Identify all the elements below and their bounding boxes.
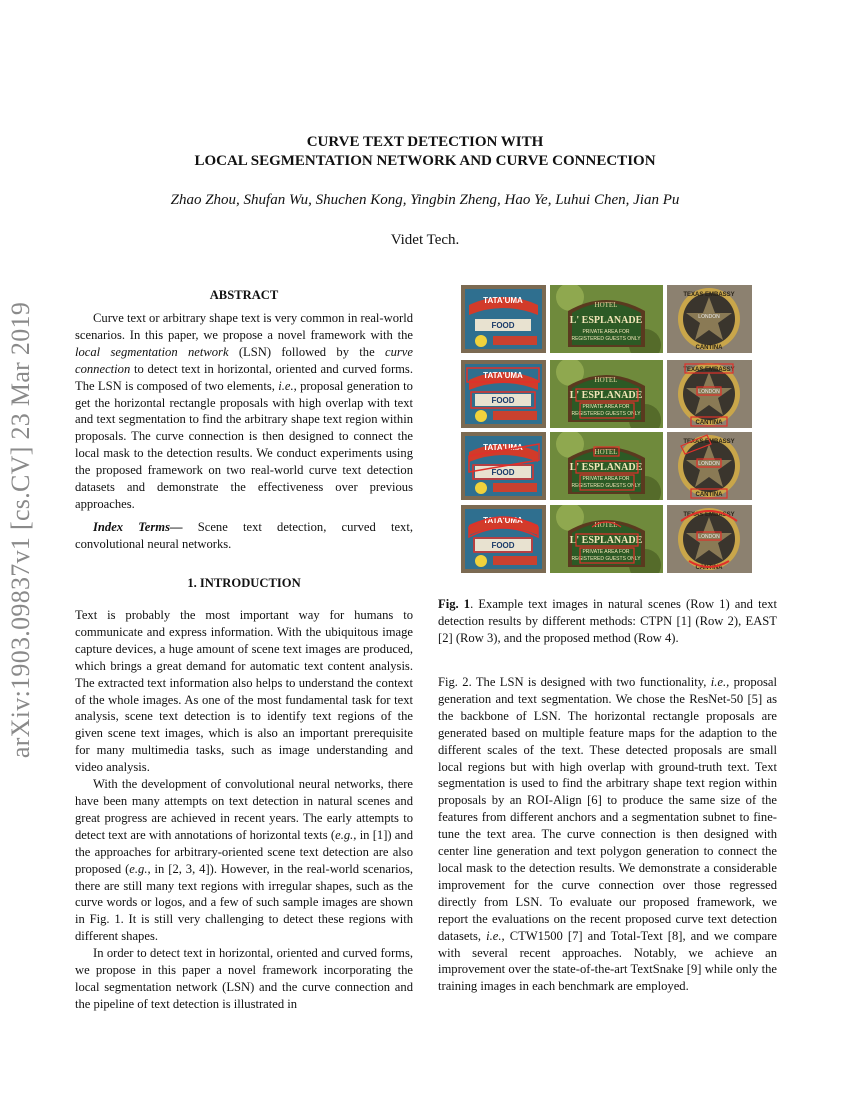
figure-image-row4-esplanade-sign <box>550 505 663 573</box>
right-text-c: CTW1500 [7] and Total-Text [8], and we compare with several recent approaches. Notably, we achieve an improvement over the state-of-the-art TextSnake [9] while only the training images in each benchmark are employed. <box>438 928 777 994</box>
svg-text:TATA'UMA: TATA'UMA <box>483 516 523 525</box>
abstract-text-c: to detect text in horizontal, oriented and curved forms. The LSN is composed of two elements, <box>75 361 413 393</box>
svg-text:TEXAS EMBASSY: TEXAS EMBASSY <box>683 512 735 518</box>
abstract-heading: ABSTRACT <box>209 288 279 302</box>
abstract-em-lsn: local segmentation network <box>75 344 229 359</box>
index-terms <box>75 519 413 553</box>
svg-text:PRIVATE AREA FOR: PRIVATE AREA FOR <box>582 329 630 335</box>
abstract-text-a: Curve text or arbitrary shape text is very common in real-world scenarios. In this paper, we propose a novel framework with the <box>75 311 413 342</box>
title-line-2: LOCAL SEGMENTATION NETWORK AND CURVE CONNECTION <box>194 153 656 169</box>
svg-text:PRIVATE AREA FOR: PRIVATE AREA FOR <box>582 549 630 555</box>
svg-text:HOTEL: HOTEL <box>594 376 618 384</box>
figure-image-row3-texas-embassy-sign <box>667 432 752 500</box>
svg-text:CANTINA: CANTINA <box>695 565 723 571</box>
abstract-em-curve: curve connection <box>75 344 413 376</box>
figure-image-row1-esplanade-sign <box>550 285 663 353</box>
right-column-text <box>438 674 777 995</box>
svg-text:FOOD: FOOD <box>491 541 515 550</box>
svg-text:CANTINA: CANTINA <box>695 420 723 426</box>
svg-text:HOTEL: HOTEL <box>594 448 618 456</box>
arxiv-sidebar <box>6 290 36 770</box>
svg-text:LONDON: LONDON <box>698 314 720 320</box>
figure-image-row2-tataiuma-sign <box>461 360 546 428</box>
svg-text:LONDON: LONDON <box>698 389 720 395</box>
intro-heading: 1. INTRODUCTION <box>187 576 301 590</box>
svg-text:REGISTERED GUESTS ONLY: REGISTERED GUESTS ONLY <box>571 411 641 417</box>
intro-para-3: In order to detect text in horizontal, oriented and curved forms, we propose in this paper a novel framework incorporating the local segmentation network (LSN) and the curve connection and the pipeline of text detection is illustrated in <box>75 946 413 1011</box>
svg-text:L' ESPLANADE: L' ESPLANADE <box>569 390 643 401</box>
abstract-em-ie: i.e., <box>278 378 297 393</box>
intro-para-2 <box>75 776 413 945</box>
svg-text:TEXAS EMBASSY: TEXAS EMBASSY <box>683 367 735 373</box>
right-text-b: proposal generation and text segmentation. We chose the ResNet-50 [5] as the backbone of LSN. The horizontal rectangle proposals are generated based on multiple feature maps for the adaption to the different scales of the text. These detected proposals are small local regions but with high overlap with ground-truth text. Text segmentation is used to find the arbitrary shape text region within proposals by an ROI-Align [6] to produce the same size of the features from different anchors and a segmentation subnet to fine-tune the text area. The curve connection is then designed with center line generation and text polygon generation to connect the local mask to the detection results. We demonstrate a considerable improvement for the curve connection over those regressed directly from LSN. To evaluate our proposed framework, we report the evaluations on the recent proposed curve text detection datasets, <box>438 675 777 943</box>
abstract-text-d: proposal generation to get the horizontal rectangle proposals with high overlap with text and text segmentation to find the arbitrary shape text region within proposals. The curve connection is then designed to connect the local mask to the detection results. We conduct experiments using the proposed framework on two real-world curve text detection datasets and demonstrate the effectiveness over previous approaches. <box>75 378 413 511</box>
figure-image-row1-tataiuma-sign <box>461 285 546 353</box>
svg-text:TATA'UMA: TATA'UMA <box>483 296 523 305</box>
svg-text:REGISTERED GUESTS ONLY: REGISTERED GUESTS ONLY <box>571 556 641 562</box>
intro-para-1: Text is probably the most important way for humans to communicate and express information. With the ubiquitous image capture devices, a huge amount of scene text images are produced, which brings a great demand for automatic text content analysis. The extracted text information also helps to understand the context of the whole images. As one of the most fundamental task for text analysis, scene text detection is to identify text regions of the given scene text images, which is also an important prerequisite for many multimedia tasks, such as image understanding and video analysis. <box>75 608 413 775</box>
svg-text:FOOD: FOOD <box>491 396 515 405</box>
abstract-text-b: (LSN) followed by the <box>238 344 375 359</box>
svg-text:HOTEL: HOTEL <box>594 301 618 309</box>
caption-text: . Example text images in natural scenes (Row 1) and text detection results by different methods: CTPN [1] (Row 2), EAST [2] (Row 3), and the proposed method (Row 4). <box>438 597 777 645</box>
svg-text:FOOD: FOOD <box>491 468 515 477</box>
figure-1-grid <box>461 285 753 581</box>
svg-text:TEXAS EMBASSY: TEXAS EMBASSY <box>683 439 735 445</box>
arxiv-identifier: arXiv:1903.09837v1 [cs.CV] 23 Mar 2019 <box>6 301 35 759</box>
author-list: Zhao Zhou, Shufan Wu, Shuchen Kong, Yingbin Zheng, Hao Ye, Luhui Chen, Jian Pu <box>170 192 680 208</box>
figure-image-row1-texas-embassy-sign <box>667 285 752 353</box>
right-em-ie-2: i.e., <box>486 928 505 943</box>
abstract-body <box>75 310 413 513</box>
figure-image-row3-tataiuma-sign <box>461 432 546 500</box>
intro-p2-em2: e.g., <box>129 861 151 876</box>
svg-text:CANTINA: CANTINA <box>695 492 723 498</box>
svg-text:PRIVATE AREA FOR: PRIVATE AREA FOR <box>582 404 630 410</box>
right-em-ie-1: i.e., <box>710 675 730 689</box>
intro-p2-em1: e.g., <box>335 827 357 842</box>
svg-text:TEXAS EMBASSY: TEXAS EMBASSY <box>683 292 735 298</box>
figure-image-row2-texas-embassy-sign <box>667 360 752 428</box>
figure-image-row4-texas-embassy-sign <box>667 505 752 573</box>
svg-text:L' ESPLANADE: L' ESPLANADE <box>569 462 643 473</box>
svg-text:LONDON: LONDON <box>698 461 720 467</box>
figure-image-row2-esplanade-sign <box>550 360 663 428</box>
index-terms-label: Index Terms— <box>93 520 183 534</box>
svg-text:L' ESPLANADE: L' ESPLANADE <box>569 535 643 546</box>
figure-1-caption <box>438 596 777 647</box>
svg-text:FOOD: FOOD <box>491 321 515 330</box>
intro-body <box>75 607 413 1013</box>
svg-text:TATA'UMA: TATA'UMA <box>483 443 523 452</box>
intro-p2-c: in [2, 3, 4]). However, in the real-world scenarios, there are still many text regions with irregular shapes, such as the curve words or logos, and a few of such sample images are shown in Fig. 1. It is still very challenging to detect these regions with different shapes. <box>75 861 413 944</box>
svg-text:TATA'UMA: TATA'UMA <box>483 371 523 380</box>
figure-image-row3-esplanade-sign <box>550 432 663 500</box>
svg-text:HOTEL: HOTEL <box>594 521 618 529</box>
index-terms-text: Scene text detection, curved text, convolutional neural networks. <box>75 520 413 551</box>
svg-text:LONDON: LONDON <box>698 534 720 540</box>
svg-text:REGISTERED GUESTS ONLY: REGISTERED GUESTS ONLY <box>571 336 641 342</box>
svg-text:L' ESPLANADE: L' ESPLANADE <box>569 315 643 326</box>
right-text-a: Fig. 2. The LSN is designed with two functionality, <box>438 675 707 689</box>
intro-p2-b: in [1]) and the approaches for arbitrary-oriented scene text detection are also proposed ( <box>75 827 413 876</box>
svg-text:REGISTERED GUESTS ONLY: REGISTERED GUESTS ONLY <box>571 483 641 489</box>
intro-p2-a: With the development of convolutional neural networks, there have been many attempts on text detection in natural scenes and great progress are achieved in recent years. The early attempts to detect text are with annotations of horizontal texts ( <box>75 777 413 842</box>
affiliation: Videt Tech. <box>390 232 460 248</box>
title-line-1: CURVE TEXT DETECTION WITH <box>306 134 544 150</box>
svg-text:CANTINA: CANTINA <box>695 345 723 351</box>
caption-label: Fig. 1 <box>438 597 471 611</box>
svg-text:PRIVATE AREA FOR: PRIVATE AREA FOR <box>582 476 630 482</box>
figure-image-row4-tataiuma-sign <box>461 505 546 573</box>
paper-title <box>0 133 850 171</box>
